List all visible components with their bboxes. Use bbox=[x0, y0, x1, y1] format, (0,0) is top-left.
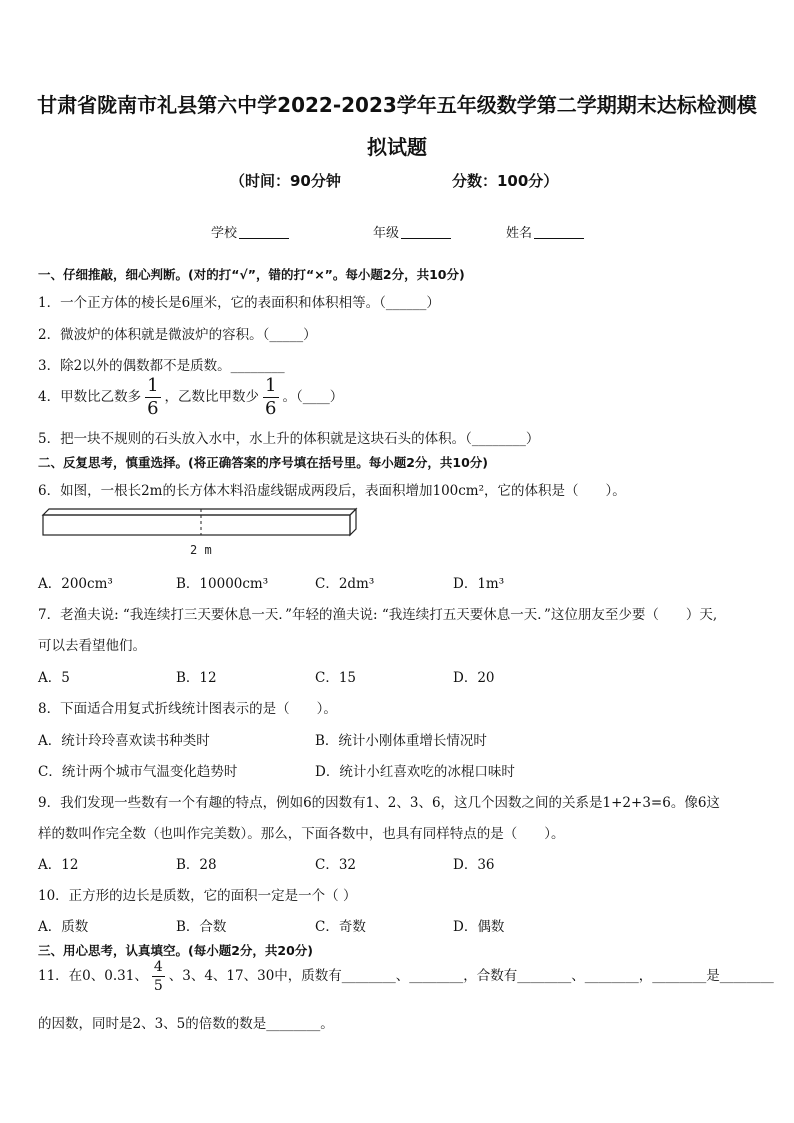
school-label: 学校 bbox=[211, 226, 238, 241]
q6-option-d[interactable]: D．1m³ bbox=[453, 576, 505, 592]
question-3: 3．除2以外的偶数都不是质数。________ bbox=[38, 358, 285, 374]
question-2: 2．微波炉的体积就是微波炉的容积。（_____） bbox=[38, 327, 317, 343]
time-info: （时间：90分钟 bbox=[230, 172, 341, 190]
grade-label: 年级 bbox=[373, 226, 400, 241]
fraction-one-sixth bbox=[263, 377, 278, 418]
q7-option-b[interactable]: B．12 bbox=[176, 670, 217, 686]
grade-blank[interactable] bbox=[401, 226, 451, 239]
question-8: 8．下面适合用复式折线统计图表示的是（ ）。 bbox=[38, 701, 337, 717]
wood-plank-figure bbox=[38, 503, 368, 563]
q9-option-d[interactable]: D．36 bbox=[453, 857, 495, 873]
name-field[interactable] bbox=[506, 222, 584, 241]
frac-denominator: 6 bbox=[147, 398, 159, 419]
fraction-one-sixth bbox=[145, 377, 160, 418]
question-6: 6．如图，一根长2m的长方体木料沿虚线锯成两段后，表面积增加100cm²，它的体积是（ ）。 bbox=[38, 483, 626, 499]
q8-option-a[interactable]: A．统计玲玲喜欢读书种类时 bbox=[38, 733, 210, 749]
q10-option-c[interactable]: C．奇数 bbox=[315, 919, 366, 935]
school-field[interactable] bbox=[211, 222, 289, 241]
question-9-line1: 9．我们发现一些数有一个有趣的特点，例如6的因数有1、2、3、6，这几个因数之间的关系是1+2+3=6。像6这 bbox=[38, 795, 720, 811]
frac-denominator: 5 bbox=[153, 978, 163, 994]
question-11-line1 bbox=[38, 960, 774, 993]
q10-option-a[interactable]: A．质数 bbox=[38, 919, 89, 935]
question-1: 1．一个正方体的棱长是6厘米，它的表面积和体积相等。（______） bbox=[38, 295, 440, 311]
plank-top-face bbox=[43, 509, 356, 515]
question-10: 10．正方形的边长是质数，它的面积一定是一个（ ） bbox=[38, 888, 357, 904]
q8-option-d[interactable]: D．统计小红喜欢吃的冰棍口味时 bbox=[315, 764, 515, 780]
figure-length-label: 2 m bbox=[190, 543, 212, 557]
question-5: 5．把一块不规则的石头放入水中，水上升的体积就是这块石头的体积。（________） bbox=[38, 431, 540, 447]
question-7-line2: 可以去看望他们。 bbox=[38, 638, 146, 654]
page-title: 甘肃省陇南市礼县第六中学2022-2023学年五年级数学第二学期期末达标检测模拟试题 bbox=[37, 93, 757, 159]
q8-option-c[interactable]: C．统计两个城市气温变化趋势时 bbox=[38, 764, 238, 780]
frac-denominator: 6 bbox=[265, 398, 277, 419]
q9-option-c[interactable]: C．32 bbox=[315, 857, 357, 873]
q11-text-a: 11．在0、0.31、 bbox=[38, 968, 148, 984]
q10-option-b[interactable]: B．合数 bbox=[176, 919, 227, 935]
question-7-line1: 7．老渔夫说: “我连续打三天要休息一天．”年轻的渔夫说: “我连续打五天要休息一天．”这位朋友至少要（ ）天, bbox=[38, 607, 718, 623]
plank-side-face bbox=[350, 509, 356, 535]
q6-option-b[interactable]: B．10000cm³ bbox=[176, 576, 269, 592]
frac-numerator: 1 bbox=[265, 375, 277, 396]
q7-option-a[interactable]: A．5 bbox=[38, 670, 70, 686]
q9-option-b[interactable]: B．28 bbox=[176, 857, 217, 873]
q9-option-a[interactable]: A．12 bbox=[38, 857, 79, 873]
q10-option-d[interactable]: D．偶数 bbox=[453, 919, 505, 935]
section1-heading: 一、仔细推敲，细心判断。(对的打“√”，错的打“×”。每小题2分，共10分) bbox=[38, 267, 465, 282]
q4-text-a: 4．甲数比乙数多 bbox=[38, 389, 142, 405]
q6-option-c[interactable]: C．2dm³ bbox=[315, 576, 375, 592]
q7-option-c[interactable]: C．15 bbox=[315, 670, 357, 686]
q4-text-c: 。（____） bbox=[282, 389, 344, 405]
question-9-line2: 样的数叫作完全数（也叫作完美数）。那么，下面各数中，也具有同样特点的是（ ）。 bbox=[38, 826, 565, 842]
q7-option-d[interactable]: D．20 bbox=[453, 670, 495, 686]
frac-numerator: 4 bbox=[153, 959, 163, 975]
q8-option-b[interactable]: B．统计小刚体重增长情况时 bbox=[315, 733, 487, 749]
plank-front-face bbox=[43, 515, 350, 535]
section2-heading: 二、反复思考，慎重选择。(将正确答案的序号填在括号里。每小题2分，共10分) bbox=[38, 455, 489, 470]
score-info: 分数：100分） bbox=[452, 172, 559, 190]
fraction-four-fifths bbox=[152, 960, 165, 993]
question-4 bbox=[38, 377, 343, 418]
q6-option-a[interactable]: A．200cm³ bbox=[38, 576, 113, 592]
grade-field[interactable] bbox=[373, 222, 451, 241]
name-blank[interactable] bbox=[534, 226, 584, 239]
frac-numerator: 1 bbox=[147, 375, 159, 396]
name-label: 姓名 bbox=[506, 226, 533, 241]
section3-heading: 三、用心思考，认真填空。(每小题2分，共20分) bbox=[38, 943, 314, 958]
q4-text-b: ，乙数比甲数少 bbox=[164, 389, 260, 405]
school-blank[interactable] bbox=[239, 226, 289, 239]
q11-text-b: 、3、4、17、30中，质数有________、________，合数有________、________，________是________ bbox=[168, 968, 774, 984]
question-11-line2: 的因数，同时是2、3、5的倍数的数是________。 bbox=[38, 1016, 334, 1032]
